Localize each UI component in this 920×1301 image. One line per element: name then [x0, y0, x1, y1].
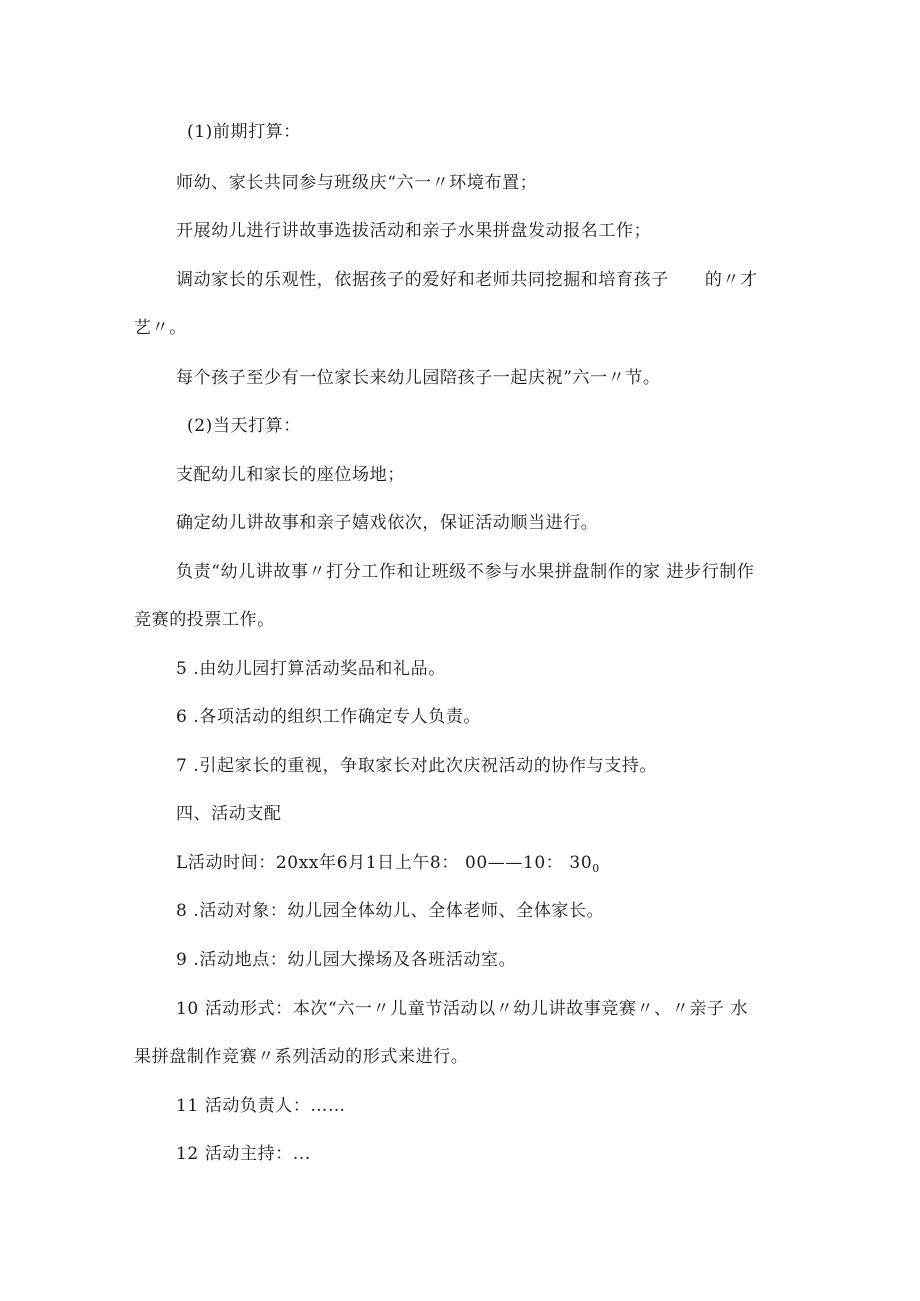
list-item: 8 .活动对象：幼儿园全体幼儿、全体老师、全体家长。: [176, 901, 605, 921]
paragraph-line: 负责“幼儿讲故事〃打分工作和让班级不参与水果拼盘制作的家 进步行制作: [176, 562, 755, 582]
paragraph-line: 竞赛的投票工作。: [134, 610, 275, 630]
paragraph-line: [176, 269, 758, 291]
list-item: 6 .各项活动的组织工作确定专人负责。: [176, 707, 482, 727]
paragraph-line: 艺〃。: [134, 318, 187, 338]
list-item: 7 .引起家长的重视，争取家长对此次庆祝活动的协作与支持。: [176, 756, 658, 776]
paragraph-line: 支配幼儿和家长的座位场地；: [176, 465, 405, 485]
paragraph-line: 确定幼儿讲故事和亲子嬉戏依次，保证活动顺当进行。: [176, 513, 599, 533]
list-item: 10 活动形式：本次“六一〃儿童节活动以〃幼儿讲故事竞赛〃、〃亲子 水: [176, 999, 749, 1019]
paragraph-line: 开展幼儿进行讲故事选拔活动和亲子水果拼盘发动报名工作；: [176, 221, 652, 241]
paragraph-line: 师幼、家长共同参与班级庆“六一〃环境布置；: [176, 173, 538, 193]
section-heading-arrangement: 四、活动支配: [176, 804, 282, 824]
list-item-text: L活动时间：20xx年6月1日上午8： 00——10： 30: [176, 853, 593, 873]
paragraph-line-part: 的〃才: [704, 270, 758, 290]
paragraph-line: 果拼盘制作竞赛〃系列活动的形式来进行。: [134, 1047, 469, 1067]
subscript-text: 0: [592, 862, 600, 875]
list-item: 5 .由幼儿园打算活动奖品和礼品。: [176, 659, 446, 679]
list-item: 9 .活动地点：幼儿园大操场及各班活动室。: [176, 950, 517, 970]
list-item: [176, 852, 600, 880]
section-heading-preparation: (1)前期打算：: [187, 122, 301, 142]
paragraph-line: 每个孩子至少有一位家长来幼儿园陪孩子一起庆祝”六一〃节。: [176, 368, 661, 388]
list-item: 12 活动主持：...: [176, 1144, 311, 1164]
paragraph-line-part: 调动家长的乐观性，依据孩子的爱好和老师共同挖掘和培育孩子: [176, 270, 669, 290]
section-heading-day-of: (2)当天打算：: [187, 416, 301, 436]
list-item: 11 活动负责人：……: [176, 1096, 346, 1116]
